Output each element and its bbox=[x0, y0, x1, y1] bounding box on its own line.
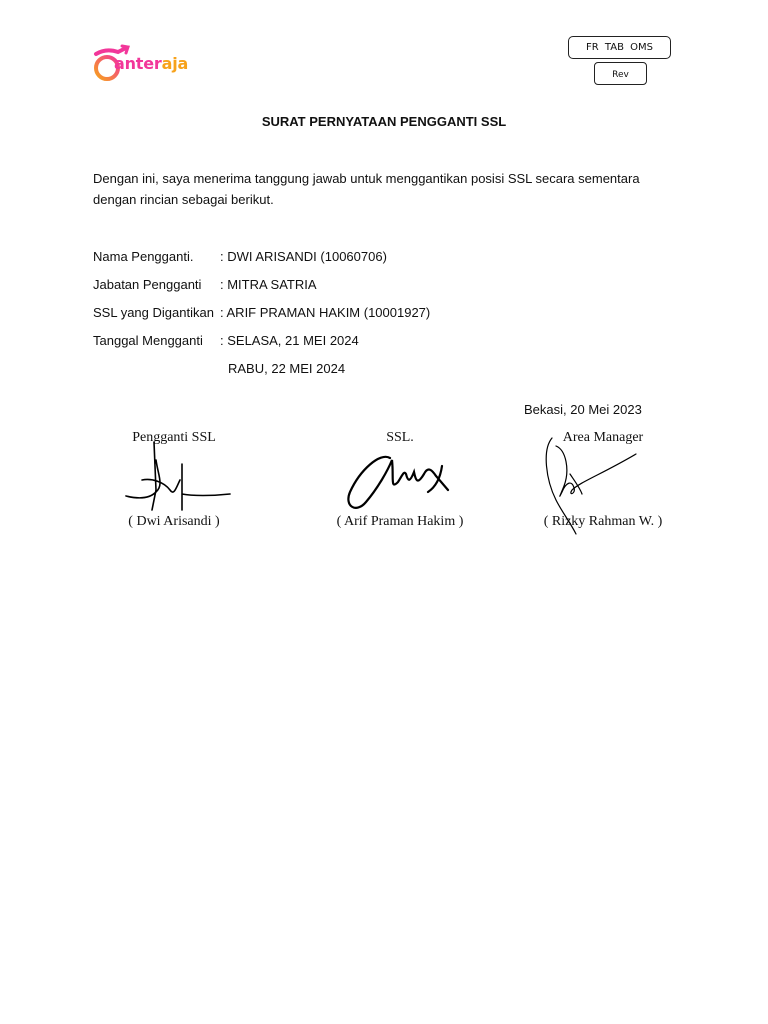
form-code-box: FR TAB OMS bbox=[568, 36, 671, 59]
field-label: Nama Pengganti. bbox=[93, 249, 194, 264]
field-value: RABU, 22 MEI 2024 bbox=[228, 361, 346, 376]
logo-wordmark: anteraja bbox=[114, 54, 189, 73]
field-value: : ARIF PRAMAN HAKIM (10001927) bbox=[220, 305, 431, 320]
field-label: SSL yang Digantikan bbox=[93, 305, 214, 320]
document-title: SURAT PERNYATAAN PENGGANTI SSL bbox=[261, 114, 507, 129]
anteraja-logo bbox=[92, 44, 212, 88]
signature-role: Pengganti SSL bbox=[132, 430, 216, 445]
field-value: : SELASA, 21 MEI 2024 bbox=[220, 333, 359, 348]
signature-role: Area Manager bbox=[562, 430, 644, 445]
intro-paragraph: Dengan ini, saya menerima tanggung jawab untuk menggantikan posisi SSL secara sementara dengan rincian sebagai berikut. bbox=[93, 171, 640, 207]
field-label: Jabatan Pengganti bbox=[93, 277, 202, 292]
revision-box: Rev bbox=[594, 62, 647, 85]
field-value: : MITRA SATRIA bbox=[220, 277, 317, 292]
signature-name: ( Rizky Rahman W. ) bbox=[543, 514, 663, 529]
place-date: Bekasi, 20 Mei 2023 bbox=[524, 402, 642, 417]
signature-name: ( Dwi Arisandi ) bbox=[128, 514, 220, 529]
field-label: Tanggal Mengganti bbox=[93, 333, 203, 348]
signature-role: SSL. bbox=[386, 430, 414, 445]
signature-name: ( Arif Praman Hakim ) bbox=[336, 514, 464, 529]
field-value: : DWI ARISANDI (10060706) bbox=[220, 249, 387, 264]
